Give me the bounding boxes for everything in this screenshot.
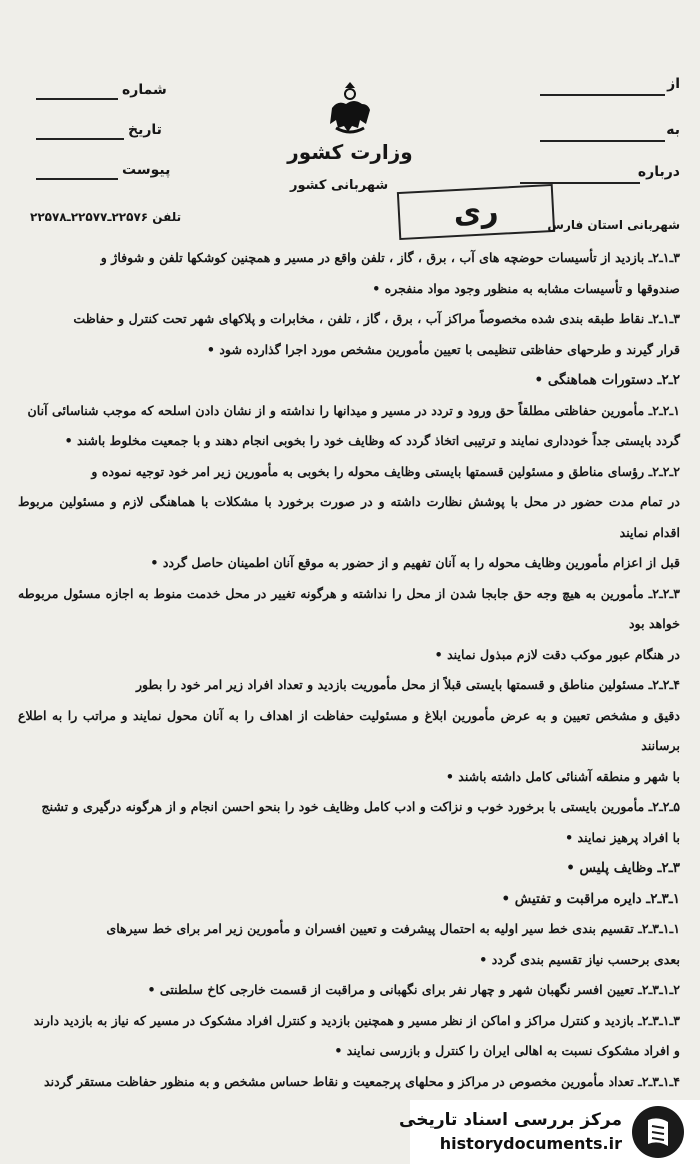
- body-line: دقیق و مشخص تعیین و به عرض مأمورین ابلاغ و مسئولیت حفاظت از اهداف را به آنان محول نمایند و مراتب را به اطلاع برسانند: [18, 707, 680, 753]
- body-line: با افراد پرهیز نمایند •: [565, 829, 680, 845]
- body-line: بعدی برحسب نیاز تقسیم بندی گردد •: [479, 951, 680, 967]
- attachment-field-label: پیوست: [122, 162, 171, 178]
- number-field-label: شماره: [122, 82, 167, 98]
- ministry-title: وزارت کشور: [287, 140, 413, 164]
- to-field-label: به: [666, 122, 680, 138]
- body-line: ۴ـ۱ـ۳ـ۲ـ تعداد مأمورین مخصوص در مراکز و محلهای پرجمعیت و نقاط حساس مشخص و به منظور حفاظت مستقر گردند: [44, 1073, 680, 1089]
- from-field-label: از: [667, 76, 680, 92]
- body-line: با شهر و منطقه آشنائی کامل داشته باشند •: [445, 768, 680, 784]
- footer-url[interactable]: historydocuments.ir: [439, 1134, 622, 1153]
- attachment-field-line: [36, 178, 118, 180]
- office-name: شهربانی کشور: [290, 178, 389, 193]
- footer-title: مرکز بررسی اسناد تاریخی: [399, 1110, 622, 1130]
- body-line: ۳ـ۱ـ۲ـ نقاط طبقه بندی شده مخصوصاً مراکز آب ، برق ، گاز ، تلفن ، مخابرات و پلاکهای شهر تحت کنترل و حفاظت: [73, 311, 680, 326]
- classification-stamp: ری: [397, 184, 555, 240]
- body-line: ۳ـ۱ـ۲ـ بازدید از تأسیسات حوضچه های آب ، برق ، گاز ، تلفن واقع در مسیر و همچنین کوشکها تلفن و شوفاژ و: [100, 250, 680, 265]
- addressee: شهربانی استان فارس: [547, 218, 680, 232]
- body-line: ۱ـ۲ـ۲ـ مأمورین حفاظتی مطلقاً حق ورود و تردد در مسیر و میدانها را نداشته و از نشان دادن اسلحه که موجب شناسائی آنان: [27, 402, 680, 418]
- number-field-line: [36, 98, 118, 100]
- body-line: و افراد مشکوک نسبت به اهالی ایران را کنترل و بازرسی نمایند •: [334, 1043, 680, 1058]
- document-body: [18, 243, 680, 1097]
- body-line: صندوقها و تأسیسات مشابه به منظور وجود مواد منفجره •: [372, 280, 680, 296]
- body-line: ۵ـ۲ـ۲ـ مأمورین بایستی با برخورد خوب و نزاکت و ادب کامل وظایف خود را بنحو احسن انجام و از هرگونه درگیری و تشنج: [41, 799, 680, 814]
- body-line: در هنگام عبور موکب دقت لازم مبذول نمایند •: [434, 646, 680, 662]
- body-line: ۳ـ۱ـ۳ـ۲ـ بازدید و کنترل مراکز و اماکن از نظر مسیر و همچنین بازدید و کنترل افراد مشکوک در مسیر که نیاز به بازدید دارند: [33, 1012, 680, 1028]
- body-line: ۲ـ۱ـ۳ـ۲ـ تعیین افسر نگهبان شهر و چهار نفر برای نگهبانی و مراقبت از قسمت خارجی کاخ سلطنتی •: [147, 982, 680, 997]
- body-line: گردد بایستی جداً خودداری نمایند و ترتیبی اتخاذ گردد که وظایف خود را بخوبی انجام دهند و با جمعیت مخلوط باشند •: [64, 433, 680, 448]
- from-field-line: [540, 94, 665, 96]
- lion-and-sun-emblem-icon: [320, 78, 380, 138]
- body-heading: ۲ـ۲ـ دستورات هماهنگی •: [534, 372, 680, 388]
- body-line: ۳ـ۲ـ۲ـ مأمورین به هیچ وجه حق جابجا شدن از محل را نداشته و هرگونه تغییر در محل خدمت منوط به اجازه مسئول مربوطه خواهد بود: [18, 585, 680, 631]
- body-line: در تمام مدت حضور در محل با پوشش نظارت داشته و در صورت برخورد با مشکلات با هماهنگی لازم و مسئولین مربوط اقدام نمایند: [18, 494, 680, 540]
- body-heading: ۱ـ۳ـ۲ـ دایره مراقبت و تفتیش •: [501, 890, 680, 907]
- body-line: قبل از اعزام مأمورین وظایف محوله را به آنان تفهیم و از حضور به موقع آنان اطمینان حاصل گردد •: [150, 555, 680, 570]
- body-line: قرار گیرند و طرحهای حفاظتی تنظیمی با تعیین مأمورین مشخص مورد اجرا گذارده شود •: [206, 341, 680, 357]
- body-heading: ۳ـ۲ـ وظایف پلیس •: [566, 860, 680, 876]
- date-field-label: تاریخ: [128, 122, 162, 138]
- archive-scroll-icon: [630, 1104, 686, 1160]
- subject-field-label: درباره: [637, 164, 680, 180]
- body-line: ۴ـ۲ـ۲ـ مسئولین مناطق و قسمتها بایستی قبلاً از محل مأموریت بازدید و تعداد افراد زیر امر خود را بطور: [135, 677, 680, 692]
- body-line: ۲ـ۲ـ۲ـ رؤسای مناطق و مسئولین قسمتها بایستی وظایف محوله را بخوبی به مأمورین زیر امر خود توجیه نموده و: [91, 463, 680, 479]
- body-line: ۱ـ۱ـ۳ـ۲ـ تقسیم بندی خط سیر اولیه به احتمال پیشرفت و تعیین افسران و مأمورین زیر امر برای خط سیرهای: [106, 921, 680, 936]
- phone-numbers: تلفن ۲۲۵۷۶ـ۲۲۵۷۷ـ۲۲۵۷۸: [30, 210, 182, 224]
